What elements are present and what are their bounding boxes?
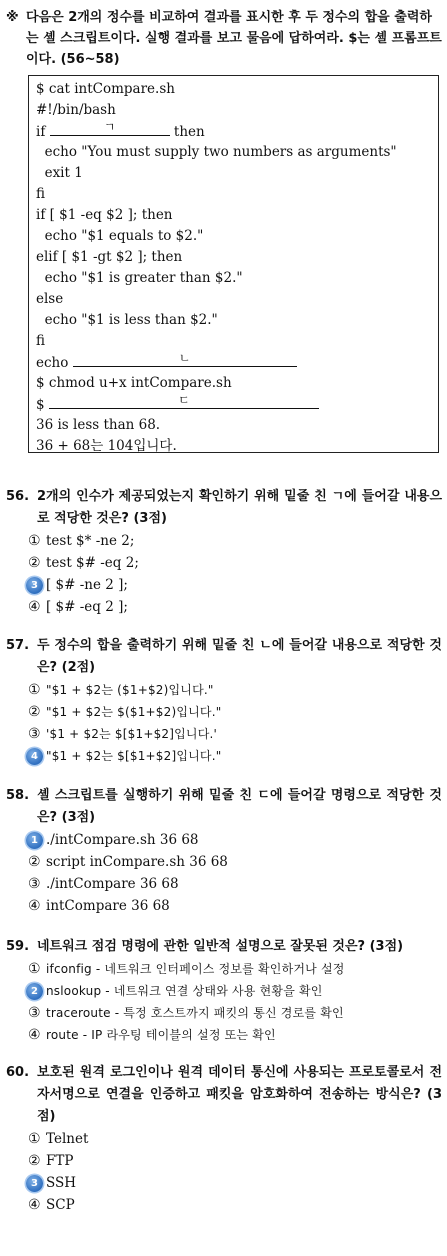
option-number: ④ <box>28 1027 41 1043</box>
option-2[interactable] <box>6 980 442 1002</box>
option-3[interactable] <box>6 574 442 596</box>
passage-intro-text: 다음은 2개의 정수를 비교하여 결과를 표시한 후 두 정수의 합을 출력하는 셸 스크립트이다. 실행 결과를 보고 물음에 답하여라. $는 셸 프롬프트이다. (56~58) <box>26 10 442 67</box>
option-number: ② <box>28 854 41 870</box>
option-text: [ $# -eq 2 ]; <box>46 599 128 615</box>
question-stem <box>6 1062 442 1128</box>
question-text: 보호된 원격 로그인이나 원격 데이터 통신에 사용되는 프로토콜로서 전자서명으로 연결을 인증하고 패킷을 암호화하여 전송하는 방식은? (3점) <box>37 1065 442 1124</box>
code-line: $ chmod u+x intCompare.sh <box>36 375 232 391</box>
code-line-blank-c <box>36 394 438 415</box>
question-57 <box>6 635 442 767</box>
option-3[interactable] <box>6 1172 442 1194</box>
code-if-keyword: if <box>36 124 46 140</box>
option-3[interactable] <box>6 873 442 895</box>
option-text: "$1 + $2는 $[$1+$2]입니다." <box>46 749 222 763</box>
option-number: ① <box>28 682 41 698</box>
output-line: 36 + 68는 104입니다. <box>36 438 177 454</box>
shell-script-box <box>28 75 439 453</box>
option-number: ① <box>28 533 41 549</box>
option-text: ./intCompare.sh 36 68 <box>46 832 199 848</box>
option-text: SCP <box>46 1197 75 1213</box>
option-2[interactable] <box>6 851 442 873</box>
option-number: ④ <box>28 1197 41 1213</box>
code-then-keyword: then <box>173 124 205 140</box>
code-line: if [ $1 -eq $2 ]; then <box>36 207 173 223</box>
option-2[interactable] <box>6 552 442 574</box>
blank-a-label: ㄱ <box>103 120 116 134</box>
code-line: else <box>36 291 64 307</box>
code-line: #!/bin/bash <box>36 102 116 118</box>
code-echo-keyword: echo <box>36 355 69 371</box>
answer-mark-icon: 1 <box>26 832 43 849</box>
question-stem <box>6 785 442 829</box>
question-number: 56. <box>6 489 30 504</box>
option-number: ② <box>28 1153 41 1169</box>
option-1[interactable] <box>6 679 442 701</box>
option-3[interactable] <box>6 723 442 745</box>
option-text: traceroute - 특정 호스트까지 패킷의 통신 경로를 확인 <box>46 1006 344 1020</box>
code-line: echo "You must supply two numbers as arguments" <box>36 144 397 160</box>
option-4[interactable] <box>6 1024 442 1046</box>
answer-mark-icon: 3 <box>26 1175 43 1192</box>
code-line: echo "$1 is greater than $2." <box>36 270 243 286</box>
question-text: 셸 스크립트를 실행하기 위해 밑줄 친 ㄷ에 들어갈 명령으로 적당한 것은? (3점) <box>37 788 442 825</box>
option-text: "$1 + $2는 $($1+$2)입니다." <box>46 705 222 719</box>
option-number: ④ <box>28 599 41 615</box>
question-number: 57. <box>6 638 30 653</box>
option-text: ./intCompare 36 68 <box>46 876 179 892</box>
blank-b-label: ㄴ <box>178 351 191 365</box>
output-line: 36 is less than 68. <box>36 417 161 433</box>
question-text: 2개의 인수가 제공되었는지 확인하기 위해 밑줄 친 ㄱ에 들어갈 내용으로 적당한 것은? (3점) <box>37 489 442 526</box>
question-stem <box>6 936 442 958</box>
question-stem <box>6 486 442 530</box>
option-number: ① <box>28 1131 41 1147</box>
question-56 <box>6 486 442 618</box>
answer-mark-icon: 2 <box>26 983 43 1000</box>
option-2[interactable] <box>6 701 442 723</box>
question-59 <box>6 936 442 1046</box>
option-text: script inCompare.sh 36 68 <box>46 854 228 870</box>
option-text: test $# -eq 2; <box>46 555 139 571</box>
code-line-blank-a <box>36 121 438 142</box>
question-60 <box>6 1062 442 1216</box>
option-4[interactable] <box>6 596 442 618</box>
blank-b <box>73 352 297 367</box>
code-line: echo "$1 is less than $2." <box>36 312 218 328</box>
option-number: ③ <box>28 876 41 892</box>
option-number: ① <box>28 961 41 977</box>
option-number: ③ <box>28 1005 41 1021</box>
option-4[interactable] <box>6 1194 442 1216</box>
option-4[interactable] <box>6 895 442 917</box>
question-number: 60. <box>6 1065 30 1080</box>
question-text: 네트워크 점검 명령에 관한 일반적 설명으로 잘못된 것은? (3점) <box>37 939 404 954</box>
option-text: test $* -ne 2; <box>46 533 135 549</box>
reference-mark: ※ <box>6 10 19 25</box>
option-number: ③ <box>28 726 41 742</box>
answer-mark-icon: 3 <box>26 577 43 594</box>
option-1[interactable] <box>6 1128 442 1150</box>
option-number: ④ <box>28 898 41 914</box>
code-line: $ cat intCompare.sh <box>36 81 175 97</box>
option-3[interactable] <box>6 1002 442 1024</box>
blank-c <box>49 394 319 409</box>
option-text: Telnet <box>46 1131 89 1147</box>
question-58 <box>6 785 442 917</box>
question-number: 58. <box>6 788 30 803</box>
code-prompt: $ <box>36 397 45 413</box>
blank-c-label: ㄷ <box>178 393 190 407</box>
option-2[interactable] <box>6 1150 442 1172</box>
option-text: [ $# -ne 2 ]; <box>46 577 128 593</box>
blank-a <box>50 121 170 136</box>
option-text: '$1 + $2는 $[$1+$2]입니다.' <box>46 727 218 741</box>
question-stem <box>6 635 442 679</box>
option-1[interactable] <box>6 958 442 980</box>
code-line: fi <box>36 333 46 349</box>
option-number: ② <box>28 704 41 720</box>
option-1[interactable] <box>6 829 442 851</box>
code-line: echo "$1 equals to $2." <box>36 228 204 244</box>
option-text: FTP <box>46 1153 74 1169</box>
code-line-blank-b <box>36 352 438 373</box>
option-text: SSH <box>46 1175 77 1191</box>
passage-intro <box>6 7 442 70</box>
option-text: nslookup - 네트워크 연결 상태와 사용 현황을 확인 <box>46 984 323 998</box>
option-1[interactable] <box>6 530 442 552</box>
code-line: fi <box>36 186 46 202</box>
question-number: 59. <box>6 939 30 954</box>
code-line: exit 1 <box>36 165 83 181</box>
option-number: ② <box>28 555 41 571</box>
question-text: 두 정수의 합을 출력하기 위해 밑줄 친 ㄴ에 들어갈 내용으로 적당한 것은? (2점) <box>37 638 442 675</box>
answer-mark-icon: 4 <box>26 748 43 765</box>
option-text: ifconfig - 네트워크 인터페이스 정보를 확인하거나 설정 <box>46 962 345 976</box>
option-4[interactable] <box>6 745 442 767</box>
option-text: route - IP 라우팅 테이블의 설정 또는 확인 <box>46 1028 276 1042</box>
option-text: intCompare 36 68 <box>46 898 170 914</box>
option-text: "$1 + $2는 ($1+$2)입니다." <box>46 683 214 697</box>
code-line: elif [ $1 -gt $2 ]; then <box>36 249 183 265</box>
